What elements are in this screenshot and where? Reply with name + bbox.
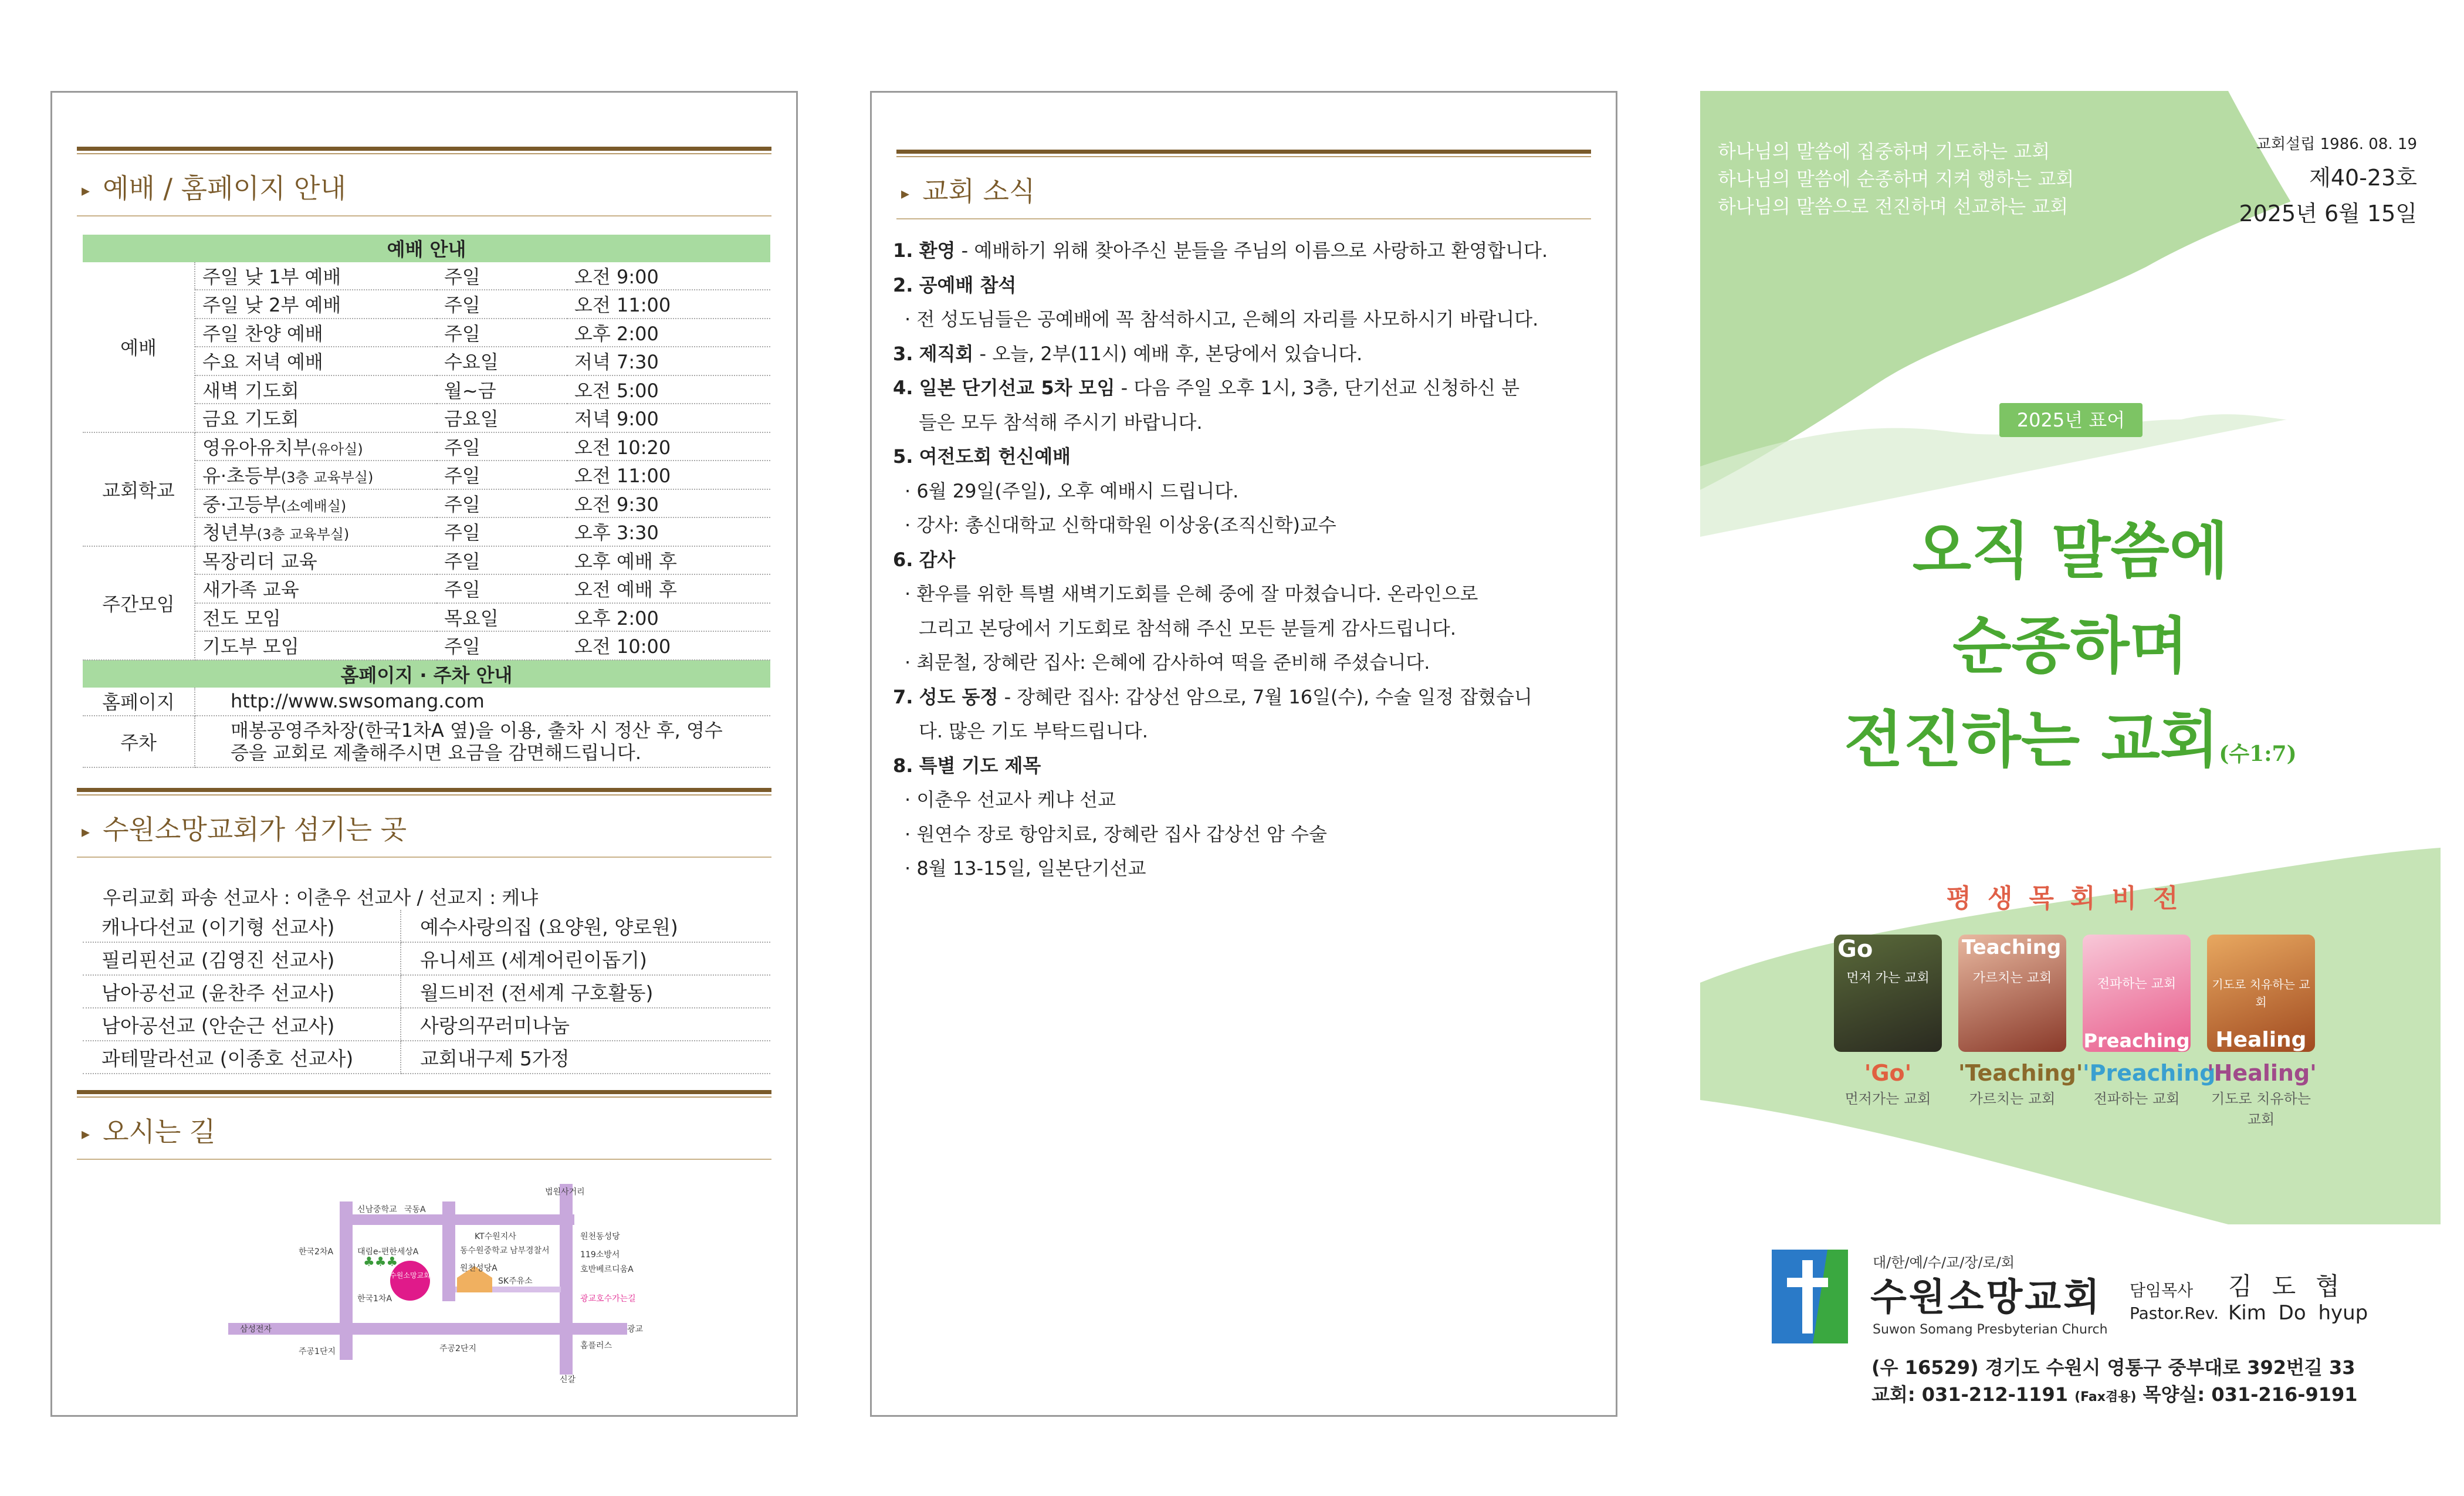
bulletin-date: 2025년 6월 15일 <box>2239 201 2417 226</box>
church-footer <box>1772 1250 2441 1426</box>
map-label: 원천동성당 <box>580 1232 620 1241</box>
motto-line: 하나님의 말씀에 집중하며 기도하는 교회 <box>1718 140 2050 163</box>
parking-text: 매봉공영주차장(한국1차A 옆)을 이용, 출차 시 정산 후, 영수증을 교회로 제출해주시면 요금을 감면해드립니다. <box>195 716 770 767</box>
worship-name: 금요 기도회 <box>195 404 437 432</box>
news-subitem: · 강사: 총신대학교 신학대학원 이상웅(조직신학)교수 <box>905 514 1336 536</box>
table-row <box>83 942 770 975</box>
worship-day: 수요일 <box>437 347 567 375</box>
table-row <box>83 262 770 290</box>
issue-number: 제40-23호 <box>2309 165 2417 191</box>
news-item: 1. 환영 - 예배하기 위해 찾아주신 분들을 주님의 이름으로 사랑하고 환영합니다. <box>893 239 1548 262</box>
vision-card-teaching <box>1958 935 2083 1108</box>
map-label: 삼성전자 <box>240 1325 272 1334</box>
mission-left: 남아공선교 (안순근 선교사) <box>83 1008 401 1041</box>
map-label: 국동A <box>404 1205 426 1214</box>
worship-time: 오전 5:00 <box>567 375 770 404</box>
church-name-en: Suwon Somang Presbyterian Church <box>1873 1322 2108 1337</box>
map-church-label: 수원소망교회 <box>390 1271 431 1280</box>
map-label: 동수원중학교 <box>460 1246 508 1255</box>
map-label: KT수원지사 <box>475 1232 516 1241</box>
pastor-role: 담임목사 <box>2130 1281 2194 1300</box>
vision-ko: 전파하는 교회 <box>2093 1091 2180 1107</box>
church-logo-icon <box>1772 1250 1848 1343</box>
worship-name: 유·초등부(3층 교육부실) <box>195 461 437 489</box>
news-panel <box>870 91 1617 1417</box>
worship-day: 주일 <box>437 489 567 518</box>
mission-right: 유니세프 (세계어린이돕기) <box>401 942 770 975</box>
missions-section-header <box>77 788 771 858</box>
news-list <box>893 233 1597 886</box>
map-label: 주공1단지 <box>299 1347 336 1356</box>
worship-section-title: 예배 / 홈페이지 안내 <box>103 172 346 204</box>
worship-table-header: 예배 안내 <box>83 235 770 262</box>
map-label: 신갈 <box>560 1375 576 1383</box>
issue-info <box>2239 132 2417 228</box>
vision-en: 'Healing' <box>2207 1060 2317 1086</box>
map-label: SK주유소 <box>498 1277 533 1286</box>
mission-left: 남아공선교 (윤찬주 선교사) <box>83 975 401 1008</box>
table-row <box>83 975 770 1008</box>
motto-badge: 2025년 표어 <box>1999 403 2143 437</box>
news-subitem: · 전 성도님들은 공예배에 꼭 참석하시고, 은혜의 자리를 사모하시기 바랍니다. <box>905 308 1539 330</box>
arrow-right-icon: ▸ <box>82 1124 90 1143</box>
map-label: 한국2차A <box>299 1247 334 1257</box>
homepage-label: 홈페이지 <box>83 688 195 716</box>
heart-hands-image: 전파하는 교회 Preaching <box>2083 935 2191 1052</box>
map-label: 남부경찰서 <box>510 1246 550 1255</box>
church-address-block <box>1871 1354 2358 1411</box>
mission-right: 월드비전 (전세계 구호활동) <box>401 975 770 1008</box>
worship-day: 주일 <box>437 432 567 461</box>
title-line-3: 전진하는 교회(수1:7) <box>1844 703 2297 776</box>
worship-time: 오후 3:30 <box>567 517 770 546</box>
map-label: 원천성당A <box>460 1264 497 1273</box>
news-subitem: · 최문철, 장혜란 집사: 은혜에 감사하여 떡을 준비해 주셨습니다. <box>905 651 1430 673</box>
worship-time: 저녁 7:30 <box>567 347 770 375</box>
healing-hands-image: 기도로 치유하는 교회 Healing <box>2207 935 2315 1052</box>
vision-en: 'Preaching' <box>2083 1060 2223 1086</box>
worship-day: 주일 <box>437 631 567 660</box>
worship-day: 주일 <box>437 290 567 319</box>
arrow-right-icon: ▸ <box>82 181 90 200</box>
worship-name: 전도 모임 <box>195 603 437 632</box>
church-name: 수원소망교회 <box>1870 1276 2102 1319</box>
news-item: 4. 일본 단기선교 5차 모임 - 다음 주일 오후 1시, 3층, 단기선교 신청하신 분 <box>893 377 1520 399</box>
news-subitem: · 6월 29일(주일), 오후 예배시 드립니다. <box>905 479 1239 502</box>
worship-day: 목요일 <box>437 603 567 632</box>
news-subitem: · 8월 13-15일, 일본단기선교 <box>905 857 1146 879</box>
map-label: 한국1차A <box>357 1294 392 1304</box>
established-date: 교회설립 1986. 08. 19 <box>2256 136 2417 153</box>
news-item: 5. 여전도회 헌신예배 <box>893 445 1071 468</box>
map-label: 119소방서 <box>580 1250 620 1260</box>
mission-left: 캐나다선교 (이기형 선교사) <box>83 910 401 942</box>
arrow-right-icon: ▸ <box>901 184 910 203</box>
vision-cards <box>1834 935 2317 1128</box>
vision-card-healing <box>2207 935 2315 1128</box>
vision-card-go <box>1834 935 1942 1108</box>
worship-name: 새벽 기도회 <box>195 375 437 404</box>
map-label: 호반베르디움A <box>580 1265 634 1274</box>
news-section-title: 교회 소식 <box>922 175 1035 207</box>
motto-line: 하나님의 말씀에 순종하며 지켜 행하는 교회 <box>1718 168 2074 190</box>
worship-day: 주일 <box>437 517 567 546</box>
group-label: 교회학교 <box>83 432 195 546</box>
worship-time: 오전 11:00 <box>567 461 770 489</box>
worship-day: 금요일 <box>437 404 567 432</box>
map-label: 홈플러스 <box>580 1341 612 1351</box>
mission-left: 필리핀선교 (김영진 선교사) <box>83 942 401 975</box>
worship-name: 영유아유치부(유아실) <box>195 432 437 461</box>
pastor-name: 김도협 <box>2228 1272 2360 1301</box>
worship-panel <box>50 91 798 1417</box>
denomination: 대/한/예/수/교/장/로/회 <box>1873 1254 2015 1271</box>
worship-section-header <box>77 147 771 216</box>
news-item: 8. 특별 기도 제목 <box>893 754 1041 777</box>
map-label: 광교호수가는길 <box>580 1294 636 1304</box>
table-row <box>83 1008 770 1041</box>
vision-ko: 가르치는 교회 <box>1969 1091 2056 1107</box>
cover <box>1700 91 2441 1224</box>
news-item: 7. 성도 동정 - 장혜란 집사: 갑상선 암으로, 7월 16일(수), 수술 일정 잡혔습니 <box>893 685 1532 708</box>
worship-table <box>83 235 770 768</box>
mission-right: 교회내구제 5가정 <box>401 1041 770 1074</box>
news-item: 2. 공예배 참석 <box>893 273 1017 296</box>
map-label: 대림e-편한세상A <box>357 1247 419 1257</box>
worship-time: 오전 9:00 <box>567 262 770 290</box>
news-subitem: · 원연수 장로 항암치료, 장혜란 집사 갑상선 암 수술 <box>905 823 1327 845</box>
homepage-link[interactable]: http://www.swsomang.com <box>195 688 770 716</box>
map-label: 광교 <box>627 1325 644 1334</box>
news-continuation: 다. 많은 기도 부탁드립니다. <box>919 720 1148 742</box>
pastor-name-en: Kim Do hyup <box>2228 1301 2368 1325</box>
news-subitem: · 이춘우 선교사 케냐 선교 <box>905 788 1116 811</box>
tree-icon: ♣♣♣ <box>363 1255 398 1270</box>
worship-name: 중·고등부(소예배실) <box>195 489 437 518</box>
mission-right: 사랑의꾸러미나눔 <box>401 1008 770 1041</box>
news-continuation: 들은 모두 참석해 주시기 바랍니다. <box>919 411 1203 434</box>
news-continuation: 그리고 본당에서 기도회로 참석해 주신 모든 분들게 감사드립니다. <box>919 617 1457 639</box>
map-label: 신남중학교 <box>357 1205 397 1214</box>
news-item: 6. 감사 <box>893 548 956 571</box>
worship-time: 오전 10:00 <box>567 631 770 660</box>
worship-name: 주일 낮 1부 예배 <box>195 262 437 290</box>
motto-line: 하나님의 말씀으로 전진하며 선교하는 교회 <box>1718 195 2069 218</box>
missions-table <box>83 910 770 1074</box>
church-address: (우 16529) 경기도 수원시 영통구 중부대로 392번길 33 <box>1871 1356 2355 1379</box>
worship-time: 저녁 9:00 <box>567 404 770 432</box>
missions-section-title: 수원소망교회가 섬기는 곳 <box>103 814 407 845</box>
verse-ref: (수1:7) <box>2219 742 2297 766</box>
church-phones: 교회: 031-212-1191 (Fax겸용) 목양실: 031-216-9191 <box>1871 1383 2358 1406</box>
table-row <box>83 432 770 461</box>
church-mottos <box>1718 138 2074 221</box>
worship-time: 오전 10:20 <box>567 432 770 461</box>
group-label: 예배 <box>83 262 195 432</box>
worship-name: 기도부 모임 <box>195 631 437 660</box>
table-row <box>83 716 770 767</box>
directions-map <box>216 1184 674 1383</box>
worship-name: 청년부(3층 교육부실) <box>195 517 437 546</box>
vision-en: 'Go' <box>1864 1060 1912 1086</box>
worship-name: 수요 저녁 예배 <box>195 347 437 375</box>
pastor-role-en: Pastor.Rev. <box>2130 1304 2219 1323</box>
worship-name: 주일 낮 2부 예배 <box>195 290 437 319</box>
worship-time: 오후 예배 후 <box>567 546 770 575</box>
bible-image: Teaching 가르치는 교회 <box>1958 935 2066 1052</box>
worship-name: 목장리더 교육 <box>195 546 437 575</box>
info-table-header: 홈페이지 · 주차 안내 <box>83 660 770 688</box>
worship-day: 주일 <box>437 546 567 575</box>
table-row <box>83 1041 770 1074</box>
missionary-lead: 우리교회 파송 선교사 : 이춘우 선교사 / 선교지 : 케냐 <box>103 886 539 909</box>
worship-day: 월~금 <box>437 375 567 404</box>
mission-right: 예수사랑의집 (요양원, 양로원) <box>401 910 770 942</box>
directions-section-title: 오시는 길 <box>103 1116 216 1148</box>
praying-hands-image: Go 먼저 가는 교회 <box>1834 935 1942 1052</box>
worship-time: 오후 2:00 <box>567 603 770 632</box>
worship-time: 오후 2:00 <box>567 319 770 347</box>
news-item: 3. 제직회 - 오늘, 2부(11시) 예배 후, 본당에서 있습니다. <box>893 342 1363 365</box>
table-row <box>83 546 770 575</box>
worship-name: 주일 찬양 예배 <box>195 319 437 347</box>
vision-ko: 기도로 치유하는 교회 <box>2211 1091 2311 1128</box>
parking-label: 주차 <box>83 716 195 767</box>
directions-section-header <box>77 1090 771 1160</box>
table-row <box>83 688 770 716</box>
table-row <box>83 910 770 942</box>
worship-day: 주일 <box>437 574 567 603</box>
vision-ko: 먼저가는 교회 <box>1844 1091 1931 1107</box>
group-label: 주간모임 <box>83 546 195 660</box>
map-label: 법원사거리 <box>545 1187 585 1197</box>
vision-title: 평생목회비전 <box>1946 884 2195 913</box>
title-line-1: 오직 말씀에 <box>1912 515 2229 587</box>
map-label: 주공2단지 <box>439 1344 477 1353</box>
news-section-header <box>896 150 1591 219</box>
worship-time: 오전 11:00 <box>567 290 770 319</box>
worship-name: 새가족 교육 <box>195 574 437 603</box>
worship-time: 오전 9:30 <box>567 489 770 518</box>
vision-card-preaching <box>2083 935 2223 1108</box>
arrow-right-icon: ▸ <box>82 822 90 841</box>
worship-time: 오전 예배 후 <box>567 574 770 603</box>
worship-day: 주일 <box>437 319 567 347</box>
worship-day: 주일 <box>437 461 567 489</box>
worship-day: 주일 <box>437 262 567 290</box>
mission-left: 과테말라선교 (이종호 선교사) <box>83 1041 401 1074</box>
title-line-2: 순종하며 <box>1952 610 2188 682</box>
vision-en: 'Teaching' <box>1958 1060 2083 1086</box>
news-subitem: · 환우를 위한 특별 새벽기도회를 은혜 중에 잘 마쳤습니다. 온라인으로 <box>905 583 1478 605</box>
